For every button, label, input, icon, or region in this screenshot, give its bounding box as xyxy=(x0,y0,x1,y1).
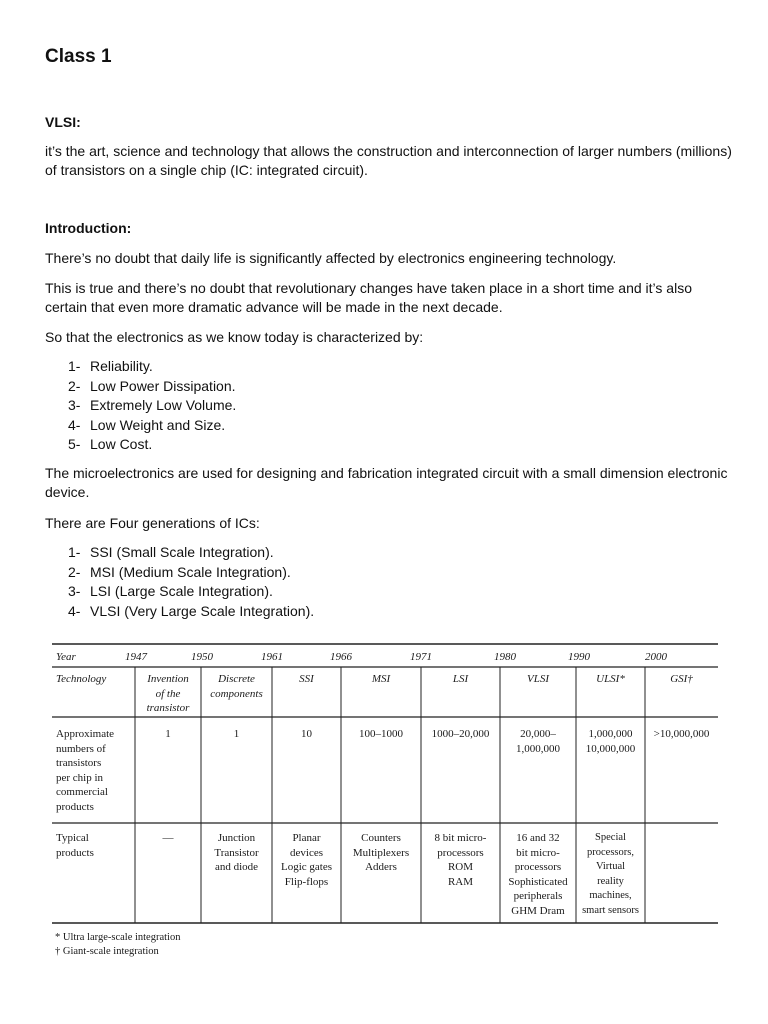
product-cell: 8 bit micro- processors ROM RAM xyxy=(434,832,487,888)
intro-paragraph-2: This is true and there’s no doubt that revolutionary changes have taken place in a short time and it’s also certain that even more dramatic advance will be made in the next decade. xyxy=(45,280,692,315)
products-label: Typical products xyxy=(56,832,94,859)
list-item: 2- Low Power Dissipation. xyxy=(68,377,236,394)
transistor-count-cell: 1000–20,000 xyxy=(431,728,490,740)
intro-paragraph-1: There’s no doubt that daily life is significantly affected by electronics engineering technology. xyxy=(45,250,617,266)
product-cell: — xyxy=(162,832,174,844)
year-1980: 1980 xyxy=(494,651,516,663)
vlsi-definition: it’s the art, science and technology that allows the construction and interconnection of larger numbers (millions) of transistors on a single chip (IC: integrated circuit). xyxy=(45,143,732,178)
transistor-count-cell: 1 xyxy=(165,728,171,740)
intro-heading: Introduction: xyxy=(45,220,132,236)
list-item: 3- LSI (Large Scale Integration). xyxy=(68,583,273,599)
transistor-count-cell: 1 xyxy=(233,728,240,740)
tech-cell: Discrete components xyxy=(210,673,263,700)
vlsi-heading: VLSI: xyxy=(45,114,81,130)
generations-list xyxy=(68,543,314,621)
list-item: 2- MSI (Medium Scale Integration). xyxy=(68,563,291,580)
product-cell: Planar devices Logic gates Flip-flops xyxy=(280,832,332,888)
footnote-ulsi: * Ultra large-scale integration xyxy=(55,932,181,943)
intro-paragraph-3: So that the electronics as we know today is characterized by: xyxy=(45,329,424,345)
footnote-gsi: † Giant-scale integration xyxy=(55,946,159,957)
intro-paragraph-4: The microelectronics are used for designing and fabrication integrated circuit with a small dimension electronic device. xyxy=(45,465,728,500)
list-item: 4- Low Weight and Size. xyxy=(68,416,226,433)
product-cell: Junction Transistor and diode xyxy=(214,832,259,873)
year-1947: 1947 xyxy=(125,651,147,663)
transistor-count-cell: >10,000,000 xyxy=(653,728,710,740)
tech-cell: MSI xyxy=(371,673,391,685)
tech-cell: SSI xyxy=(299,673,314,685)
year-1961: 1961 xyxy=(261,651,283,663)
transistor-count-cell: 100–1000 xyxy=(359,728,403,740)
product-cell: 16 and 32 bit micro- processors Sophisticated peripherals GHM Dram xyxy=(508,832,568,917)
ic-generations-table xyxy=(52,643,718,968)
year-1950: 1950 xyxy=(191,651,213,663)
year-1990: 1990 xyxy=(568,651,590,663)
intro-paragraph-5: There are Four generations of ICs: xyxy=(45,515,260,531)
list-item: 4- VLSI (Very Large Scale Integration). xyxy=(68,602,315,619)
transistors-label: Approximate numbers of transistors per chip in commercial products xyxy=(56,728,115,813)
page-title: Class 1 xyxy=(45,46,112,67)
year-1971: 1971 xyxy=(410,651,432,663)
transistor-count-cell: 20,000– 1,000,000 xyxy=(516,728,560,755)
tech-cell: ULSI* xyxy=(596,673,625,685)
list-item: 1- Reliability. xyxy=(68,358,153,374)
transistor-count-cell: 10 xyxy=(301,728,312,740)
year-1966: 1966 xyxy=(330,651,352,663)
year-label: Year xyxy=(56,651,76,663)
tech-cell: Invention of the transistor xyxy=(146,673,190,714)
tech-cell: VLSI xyxy=(527,673,549,685)
list-item: 1- SSI (Small Scale Integration). xyxy=(68,544,274,560)
product-cell: Special processors, Virtual reality machines, smart sensors xyxy=(582,832,639,916)
tech-cell: GSI† xyxy=(670,673,693,685)
characteristics-list xyxy=(68,357,236,455)
product-cell: Counters Multiplexers Adders xyxy=(352,832,410,873)
list-item: 3- Extremely Low Volume. xyxy=(68,397,237,413)
list-item: 5- Low Cost. xyxy=(68,436,153,452)
year-2000: 2000 xyxy=(645,651,667,663)
transistor-count-cell: 1,000,000 10,000,000 xyxy=(585,728,636,755)
technology-label: Technology xyxy=(56,673,107,685)
tech-cell: LSI xyxy=(452,673,469,685)
